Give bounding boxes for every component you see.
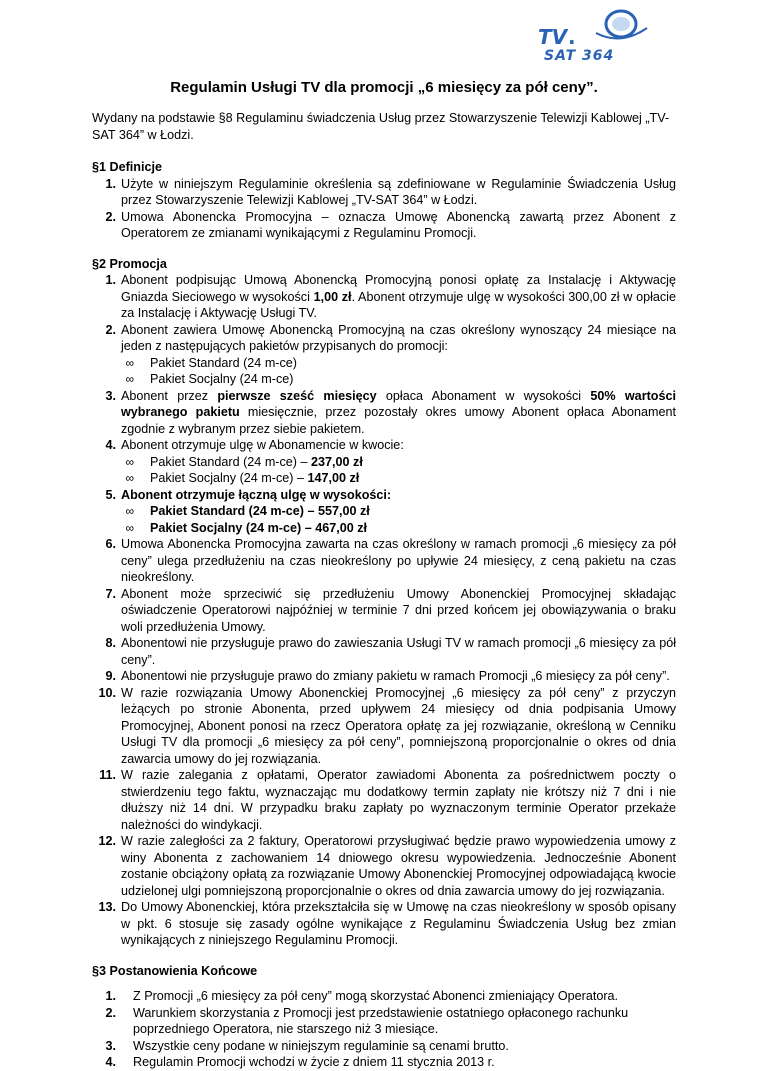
infinity-bullet-icon: ∞	[125, 454, 134, 469]
list-item: 1. Abonent podpisując Umową Abonencką Promocyjną ponosi opłatę za Instalację i Aktywację Gniazda Sieciowego w wysokości 1,00 zł. Abonent otrzymuje ulgę w wysokości 300,00 zł w opłacie za Instalację i Aktywację Usługi TV.	[105, 273, 676, 320]
section-promocja	[92, 256, 676, 949]
section-heading: §1 Definicje	[92, 160, 162, 174]
list-item: 6. Umowa Abonencka Promocyjna zawarta na czas określony w ramach promocji „6 miesięcy za pół ceny” ulega przedłużeniu na czas nieokreślony po upływie 24 miesięcy, z ceną pakietu na czas nieokreślony.	[105, 537, 676, 584]
svg-text:.: .	[568, 25, 576, 49]
bullet-item: ∞ Pakiet Socjalny (24 m-ce) – 147,00 zł	[121, 470, 676, 487]
promotion-list	[92, 272, 676, 949]
infinity-bullet-icon: ∞	[125, 372, 134, 386]
list-item: 1. Użyte w niniejszym Regulaminie określenia są zdefiniowane w Regulaminie Świadczenia Usług przez Stowarzyszenie Telewizji Kablowej „TV-SAT 364” w Łodzi.	[105, 176, 676, 207]
list-item: 11. W razie zalegania z opłatami, Operator zawiadomi Abonenta za pośrednictwem poczty o stwierdzeniu tego faktu, wyznaczając mu dodatkowy termin zapłaty nie krótszy niż 7 dni i nie dłuższy niż 14 dni. W przypadku braku zapłaty po wyznaczonym terminie Operator przekaże należności do windykacji.	[99, 768, 676, 832]
list-item: 13. Do Umowy Abonenckiej, która przekształciła się w Umowę na czas nieokreślony w sposób opisany w pkt. 6 stosuje się zasady ogólne wynikające z Regulaminu Świadczenia Usług bez zmian wynikających z niniejszego Regulaminu Promocji.	[98, 900, 676, 947]
section-definicje	[92, 159, 676, 242]
section-heading: §2 Promocja	[92, 256, 167, 271]
definitions-list	[92, 176, 676, 242]
total-discount-list	[121, 503, 676, 536]
section-postanowienia-koncowe	[92, 963, 676, 1071]
list-item: 3. Wszystkie ceny podane w niniejszym regulaminie są cenami brutto.	[105, 1038, 509, 1053]
list-item: 2. Abonent zawiera Umowę Abonencką Promocyjną na czas określony wynoszący 24 miesiące na jeden z następujących pakietów przypisanych do promocji: ∞ Pakiet Standard (24 m-ce) ∞ Pakiet Socjalny (24 m-ce)	[105, 322, 676, 386]
bullet-item: ∞ Pakiet Standard (24 m-ce) – 237,00 zł	[121, 454, 676, 471]
svg-text:SAT 364: SAT 364	[544, 48, 615, 64]
discount-list	[121, 454, 676, 487]
list-item: 2. Warunkiem skorzystania z Promocji jest przedstawienie ostatniego opłaconego rachunku poprzedniego Operatora, nie starszego niż 3 miesiące.	[105, 1005, 629, 1036]
list-item: 4. Regulamin Promocji wchodzi w życie z dniem 11 stycznia 2013 r.	[105, 1055, 495, 1069]
list-item: 8. Abonentowi nie przysługuje prawo do zawieszania Usługi TV w ramach promocji „6 miesięcy za pół ceny”.	[105, 636, 676, 667]
list-item: 2. Umowa Abonencka Promocyjna – oznacza Umowę Abonencką zawartą przez Abonent z Operatorem ze zmianami wynikającymi z Regulaminu Promocji.	[105, 209, 676, 240]
list-item: 12. W razie zaległości za 2 faktury, Operatorowi przysługiwać będzie prawo wypowiedzenia umowy z winy Abonenta z zachowaniem 14 dniowego okresu wypowiedzenia. Jednocześnie Abonent zostanie obciążony opłatą za rozwiązanie Umowy Abonenckiej Promocyjnej odpowiadającą kwocie udzielonej ulgi pomniejszoną proporcjonalnie o okres od dnia zawarcia umowy do jej rozwiązania.	[98, 834, 676, 898]
package-list	[121, 355, 676, 388]
final-provisions-list	[92, 988, 676, 1071]
list-item: 4. Abonent otrzymuje ulgę w Abonamencie w kwocie: ∞ Pakiet Standard (24 m-ce) – 237,00 zł ∞ Pakiet Socjalny (24 m-ce) – 147,00 zł	[92, 437, 676, 487]
infinity-bullet-icon: ∞	[125, 520, 134, 535]
list-item: 9. Abonentowi nie przysługuje prawo do zmiany pakietu w ramach Promocji „6 miesięcy za pół ceny”.	[105, 669, 670, 683]
bullet-item: ∞ Pakiet Standard (24 m-ce) – 557,00 zł	[121, 503, 676, 520]
bullet-item: ∞ Pakiet Standard (24 m-ce)	[121, 355, 676, 372]
page-title: Regulamin Usługi TV dla promocji „6 miesięcy za pół ceny”.	[170, 79, 598, 96]
svg-text:TV: TV	[538, 25, 568, 49]
bullet-item: ∞ Pakiet Socjalny (24 m-ce)	[121, 371, 676, 388]
list-item: 7. Abonent może sprzeciwić się przedłużeniu Umowy Abonenckiej Promocyjnej składając oświadczenie Operatorowi najpóźniej w terminie 7 dni przed końcem jej obowiązywania o braku woli przedłużenia Umowy.	[105, 586, 676, 634]
list-item: 3. Abonent przez pierwsze sześć miesięcy opłaca Abonament w wysokości 50% wartości wybranego pakietu miesięcznie, przez pozostały okres umowy Abonent opłaca Abonament zgodnie z wybranym przez siebie pakietem.	[105, 388, 676, 436]
infinity-bullet-icon: ∞	[125, 504, 134, 518]
tv-sat-364-logo	[526, 6, 658, 64]
bullet-item: ∞ Pakiet Socjalny (24 m-ce) – 467,00 zł	[121, 520, 676, 537]
list-item: 5. Abonent otrzymuje łączną ulgę w wysokości: ∞ Pakiet Standard (24 m-ce) – 557,00 zł ∞ Pakiet Socjalny (24 m-ce) – 467,00 zł	[92, 487, 676, 537]
list-item: 1. Z Promocji „6 miesięcy za pół ceny” mogą skorzystać Abonenci zmieniający Operatora.	[105, 989, 619, 1003]
infinity-bullet-icon: ∞	[125, 471, 134, 485]
infinity-bullet-icon: ∞	[125, 355, 134, 370]
list-item: 10. W razie rozwiązania Umowy Abonenckiej Promocyjnej „6 miesięcy za pół ceny” z przyczyn leżących po stronie Abonenta, przed upływem 24 miesięcy od dnia podpisania Umowy Promocyjnej, Abonent ponosi na rzecz Operatora opłatę za jej rozwiązanie, określoną w Cenniku Usługi TV dla promocji „6 miesięcy za pół ceny”, pomniejszoną proporcjonalnie o okres od dnia zawarcia umowy do jej rozwiązania.	[98, 685, 676, 766]
intro-paragraph: Wydany na podstawie §8 Regulaminu świadczenia Usług przez Stowarzyszenie Telewizji Kablowej „TV-SAT 364” w Łodzi.	[92, 111, 670, 142]
section-heading: §3 Postanowienia Końcowe	[92, 963, 258, 978]
document-body	[92, 110, 676, 1071]
